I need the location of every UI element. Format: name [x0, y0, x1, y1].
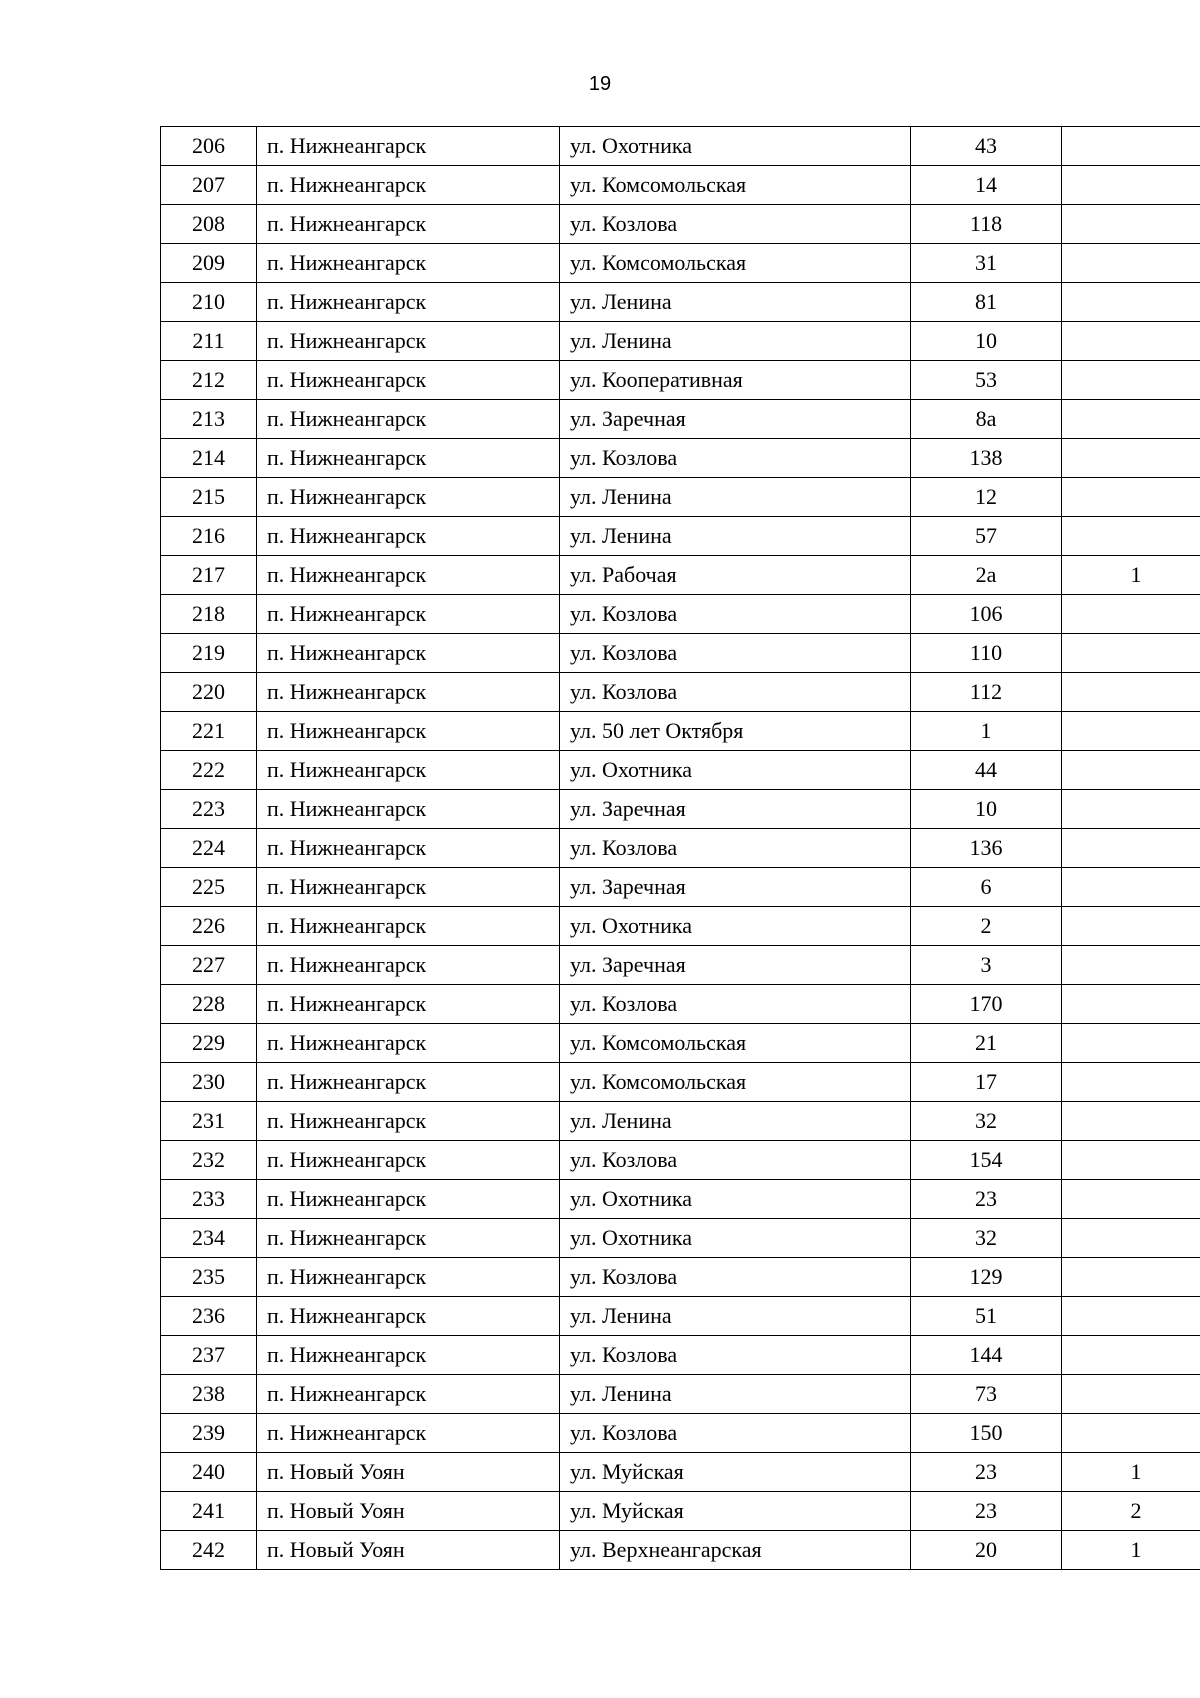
table-row	[161, 1336, 1200, 1375]
table-body	[161, 127, 1200, 1570]
house-number-cell: 57	[911, 517, 1062, 556]
extra-cell	[1062, 517, 1200, 556]
extra-cell	[1062, 1375, 1200, 1414]
table-row	[161, 205, 1200, 244]
extra-cell	[1062, 205, 1200, 244]
settlement-cell: п. Нижнеангарск	[257, 1102, 560, 1141]
house-number-cell: 106	[911, 595, 1062, 634]
settlement-cell: п. Новый Уоян	[257, 1492, 560, 1531]
house-number-cell: 2а	[911, 556, 1062, 595]
extra-cell	[1062, 127, 1200, 166]
row-number-cell: 235	[161, 1258, 257, 1297]
extra-cell	[1062, 673, 1200, 712]
table-row	[161, 673, 1200, 712]
row-number-cell: 238	[161, 1375, 257, 1414]
table-row	[161, 634, 1200, 673]
street-cell: ул. Охотника	[560, 751, 911, 790]
table-row	[161, 556, 1200, 595]
extra-cell	[1062, 1141, 1200, 1180]
street-cell: ул. 50 лет Октября	[560, 712, 911, 751]
row-number-cell: 216	[161, 517, 257, 556]
row-number-cell: 217	[161, 556, 257, 595]
extra-cell	[1062, 634, 1200, 673]
house-number-cell: 21	[911, 1024, 1062, 1063]
house-number-cell: 138	[911, 439, 1062, 478]
row-number-cell: 242	[161, 1531, 257, 1570]
street-cell: ул. Комсомольская	[560, 1063, 911, 1102]
street-cell: ул. Охотника	[560, 1219, 911, 1258]
settlement-cell: п. Нижнеангарск	[257, 1258, 560, 1297]
settlement-cell: п. Нижнеангарск	[257, 400, 560, 439]
house-number-cell: 23	[911, 1180, 1062, 1219]
street-cell: ул. Ленина	[560, 1375, 911, 1414]
street-cell: ул. Козлова	[560, 634, 911, 673]
extra-cell	[1062, 595, 1200, 634]
page-number: 19	[588, 73, 612, 95]
settlement-cell: п. Нижнеангарск	[257, 751, 560, 790]
table-row	[161, 1258, 1200, 1297]
street-cell: ул. Комсомольская	[560, 166, 911, 205]
street-cell: ул. Заречная	[560, 790, 911, 829]
row-number-cell: 218	[161, 595, 257, 634]
extra-cell	[1062, 1414, 1200, 1453]
extra-cell	[1062, 1024, 1200, 1063]
table-row	[161, 1024, 1200, 1063]
settlement-cell: п. Нижнеангарск	[257, 1414, 560, 1453]
street-cell: ул. Кооперативная	[560, 361, 911, 400]
extra-cell	[1062, 244, 1200, 283]
table-row	[161, 1180, 1200, 1219]
house-number-cell: 129	[911, 1258, 1062, 1297]
house-number-cell: 32	[911, 1102, 1062, 1141]
extra-cell	[1062, 400, 1200, 439]
settlement-cell: п. Новый Уоян	[257, 1531, 560, 1570]
table-row	[161, 712, 1200, 751]
street-cell: ул. Комсомольская	[560, 1024, 911, 1063]
street-cell: ул. Охотника	[560, 907, 911, 946]
extra-cell	[1062, 1258, 1200, 1297]
settlement-cell: п. Нижнеангарск	[257, 205, 560, 244]
extra-cell	[1062, 1336, 1200, 1375]
house-number-cell: 170	[911, 985, 1062, 1024]
table-row	[161, 400, 1200, 439]
street-cell: ул. Козлова	[560, 1414, 911, 1453]
settlement-cell: п. Нижнеангарск	[257, 361, 560, 400]
row-number-cell: 232	[161, 1141, 257, 1180]
house-number-cell: 51	[911, 1297, 1062, 1336]
settlement-cell: п. Новый Уоян	[257, 1453, 560, 1492]
table-row	[161, 361, 1200, 400]
table-row	[161, 829, 1200, 868]
house-number-cell: 150	[911, 1414, 1062, 1453]
extra-cell	[1062, 1063, 1200, 1102]
house-number-cell: 20	[911, 1531, 1062, 1570]
address-table	[160, 126, 1200, 1570]
house-number-cell: 6	[911, 868, 1062, 907]
table-row	[161, 1297, 1200, 1336]
house-number-cell: 14	[911, 166, 1062, 205]
table-row	[161, 790, 1200, 829]
street-cell: ул. Козлова	[560, 673, 911, 712]
row-number-cell: 219	[161, 634, 257, 673]
extra-cell	[1062, 478, 1200, 517]
extra-cell: 2	[1062, 1492, 1200, 1531]
table-row	[161, 751, 1200, 790]
house-number-cell: 118	[911, 205, 1062, 244]
street-cell: ул. Козлова	[560, 985, 911, 1024]
row-number-cell: 206	[161, 127, 257, 166]
street-cell: ул. Козлова	[560, 1336, 911, 1375]
house-number-cell: 2	[911, 907, 1062, 946]
settlement-cell: п. Нижнеангарск	[257, 985, 560, 1024]
house-number-cell: 136	[911, 829, 1062, 868]
street-cell: ул. Ленина	[560, 517, 911, 556]
extra-cell	[1062, 1102, 1200, 1141]
table-row	[161, 439, 1200, 478]
street-cell: ул. Ленина	[560, 283, 911, 322]
street-cell: ул. Ленина	[560, 1297, 911, 1336]
settlement-cell: п. Нижнеангарск	[257, 439, 560, 478]
table-row	[161, 595, 1200, 634]
settlement-cell: п. Нижнеангарск	[257, 907, 560, 946]
settlement-cell: п. Нижнеангарск	[257, 634, 560, 673]
street-cell: ул. Рабочая	[560, 556, 911, 595]
extra-cell	[1062, 868, 1200, 907]
row-number-cell: 228	[161, 985, 257, 1024]
row-number-cell: 225	[161, 868, 257, 907]
extra-cell: 1	[1062, 1531, 1200, 1570]
row-number-cell: 224	[161, 829, 257, 868]
street-cell: ул. Козлова	[560, 439, 911, 478]
house-number-cell: 73	[911, 1375, 1062, 1414]
street-cell: ул. Верхнеангарская	[560, 1531, 911, 1570]
settlement-cell: п. Нижнеангарск	[257, 1141, 560, 1180]
table-row	[161, 1141, 1200, 1180]
row-number-cell: 240	[161, 1453, 257, 1492]
street-cell: ул. Заречная	[560, 868, 911, 907]
row-number-cell: 215	[161, 478, 257, 517]
street-cell: ул. Охотника	[560, 127, 911, 166]
extra-cell	[1062, 751, 1200, 790]
extra-cell: 1	[1062, 556, 1200, 595]
street-cell: ул. Муйская	[560, 1453, 911, 1492]
settlement-cell: п. Нижнеангарск	[257, 517, 560, 556]
extra-cell	[1062, 790, 1200, 829]
house-number-cell: 23	[911, 1492, 1062, 1531]
table-row	[161, 1492, 1200, 1531]
settlement-cell: п. Нижнеангарск	[257, 283, 560, 322]
settlement-cell: п. Нижнеангарск	[257, 1063, 560, 1102]
row-number-cell: 239	[161, 1414, 257, 1453]
row-number-cell: 207	[161, 166, 257, 205]
house-number-cell: 144	[911, 1336, 1062, 1375]
row-number-cell: 229	[161, 1024, 257, 1063]
house-number-cell: 10	[911, 790, 1062, 829]
table-row	[161, 1102, 1200, 1141]
row-number-cell: 226	[161, 907, 257, 946]
table-row	[161, 868, 1200, 907]
settlement-cell: п. Нижнеангарск	[257, 1375, 560, 1414]
table-row	[161, 517, 1200, 556]
house-number-cell: 32	[911, 1219, 1062, 1258]
street-cell: ул. Заречная	[560, 946, 911, 985]
row-number-cell: 213	[161, 400, 257, 439]
extra-cell	[1062, 283, 1200, 322]
row-number-cell: 236	[161, 1297, 257, 1336]
street-cell: ул. Ленина	[560, 478, 911, 517]
extra-cell	[1062, 1297, 1200, 1336]
row-number-cell: 223	[161, 790, 257, 829]
house-number-cell: 154	[911, 1141, 1062, 1180]
table-row	[161, 478, 1200, 517]
row-number-cell: 208	[161, 205, 257, 244]
house-number-cell: 3	[911, 946, 1062, 985]
extra-cell	[1062, 907, 1200, 946]
house-number-cell: 43	[911, 127, 1062, 166]
street-cell: ул. Козлова	[560, 595, 911, 634]
settlement-cell: п. Нижнеангарск	[257, 478, 560, 517]
settlement-cell: п. Нижнеангарск	[257, 1336, 560, 1375]
extra-cell	[1062, 322, 1200, 361]
table-row	[161, 1414, 1200, 1453]
row-number-cell: 234	[161, 1219, 257, 1258]
house-number-cell: 8а	[911, 400, 1062, 439]
house-number-cell: 1	[911, 712, 1062, 751]
street-cell: ул. Козлова	[560, 205, 911, 244]
house-number-cell: 17	[911, 1063, 1062, 1102]
house-number-cell: 44	[911, 751, 1062, 790]
street-cell: ул. Охотника	[560, 1180, 911, 1219]
house-number-cell: 110	[911, 634, 1062, 673]
street-cell: ул. Ленина	[560, 322, 911, 361]
settlement-cell: п. Нижнеангарск	[257, 868, 560, 907]
settlement-cell: п. Нижнеангарск	[257, 1297, 560, 1336]
settlement-cell: п. Нижнеангарск	[257, 322, 560, 361]
settlement-cell: п. Нижнеангарск	[257, 712, 560, 751]
street-cell: ул. Ленина	[560, 1102, 911, 1141]
extra-cell	[1062, 946, 1200, 985]
extra-cell	[1062, 166, 1200, 205]
row-number-cell: 221	[161, 712, 257, 751]
row-number-cell: 210	[161, 283, 257, 322]
street-cell: ул. Козлова	[560, 1258, 911, 1297]
street-cell: ул. Козлова	[560, 1141, 911, 1180]
row-number-cell: 214	[161, 439, 257, 478]
table-row	[161, 1531, 1200, 1570]
extra-cell	[1062, 712, 1200, 751]
row-number-cell: 233	[161, 1180, 257, 1219]
table-row	[161, 1453, 1200, 1492]
house-number-cell: 12	[911, 478, 1062, 517]
extra-cell	[1062, 1219, 1200, 1258]
house-number-cell: 81	[911, 283, 1062, 322]
settlement-cell: п. Нижнеангарск	[257, 127, 560, 166]
extra-cell	[1062, 439, 1200, 478]
row-number-cell: 212	[161, 361, 257, 400]
house-number-cell: 112	[911, 673, 1062, 712]
extra-cell	[1062, 1180, 1200, 1219]
house-number-cell: 23	[911, 1453, 1062, 1492]
row-number-cell: 230	[161, 1063, 257, 1102]
row-number-cell: 211	[161, 322, 257, 361]
settlement-cell: п. Нижнеангарск	[257, 790, 560, 829]
settlement-cell: п. Нижнеангарск	[257, 946, 560, 985]
settlement-cell: п. Нижнеангарск	[257, 595, 560, 634]
row-number-cell: 237	[161, 1336, 257, 1375]
house-number-cell: 31	[911, 244, 1062, 283]
settlement-cell: п. Нижнеангарск	[257, 244, 560, 283]
table-row	[161, 166, 1200, 205]
row-number-cell: 220	[161, 673, 257, 712]
row-number-cell: 209	[161, 244, 257, 283]
settlement-cell: п. Нижнеангарск	[257, 673, 560, 712]
street-cell: ул. Заречная	[560, 400, 911, 439]
street-cell: ул. Муйская	[560, 1492, 911, 1531]
extra-cell: 1	[1062, 1453, 1200, 1492]
table-row	[161, 907, 1200, 946]
extra-cell	[1062, 829, 1200, 868]
table-row	[161, 985, 1200, 1024]
table-row	[161, 244, 1200, 283]
table-row	[161, 322, 1200, 361]
table-row	[161, 127, 1200, 166]
house-number-cell: 10	[911, 322, 1062, 361]
table-row	[161, 1219, 1200, 1258]
row-number-cell: 231	[161, 1102, 257, 1141]
settlement-cell: п. Нижнеангарск	[257, 166, 560, 205]
row-number-cell: 241	[161, 1492, 257, 1531]
row-number-cell: 222	[161, 751, 257, 790]
street-cell: ул. Комсомольская	[560, 244, 911, 283]
extra-cell	[1062, 985, 1200, 1024]
house-number-cell: 53	[911, 361, 1062, 400]
table-row	[161, 1375, 1200, 1414]
settlement-cell: п. Нижнеангарск	[257, 829, 560, 868]
settlement-cell: п. Нижнеангарск	[257, 1180, 560, 1219]
street-cell: ул. Козлова	[560, 829, 911, 868]
settlement-cell: п. Нижнеангарск	[257, 1024, 560, 1063]
settlement-cell: п. Нижнеангарск	[257, 556, 560, 595]
table-row	[161, 283, 1200, 322]
extra-cell	[1062, 361, 1200, 400]
table-row	[161, 1063, 1200, 1102]
row-number-cell: 227	[161, 946, 257, 985]
table-row	[161, 946, 1200, 985]
settlement-cell: п. Нижнеангарск	[257, 1219, 560, 1258]
